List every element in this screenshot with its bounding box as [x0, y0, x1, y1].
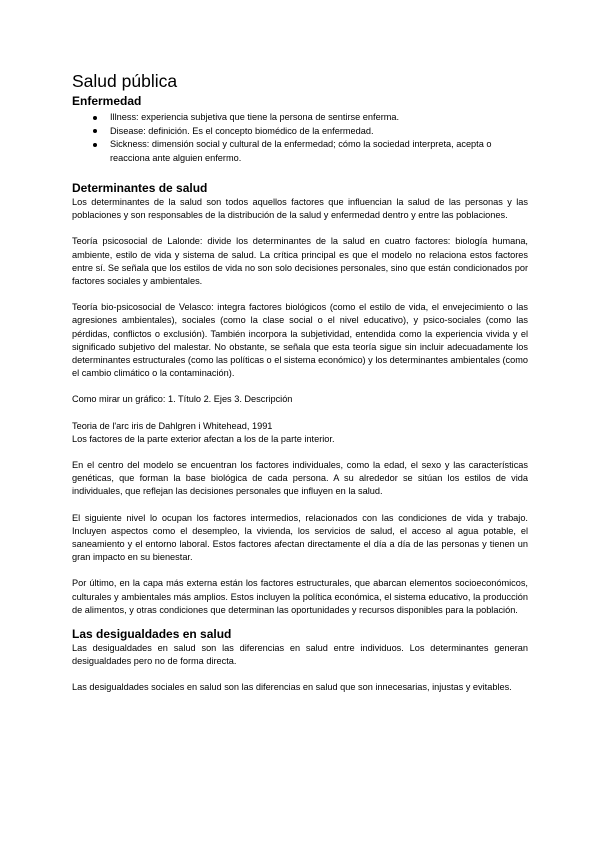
paragraph-desigualdades-2: Las desigualdades sociales en salud son las diferencias en salud que son innecesarias, injustas y evitables. [72, 682, 512, 693]
list-item: Illness: experiencia subjetiva que tiene la persona de sentirse enferma. [72, 111, 528, 125]
paragraph-determinantes-intro: Los determinantes de la salud son todos aquellos factores que influencian la salud de las personas y las poblaciones y son responsables de la distribución de la salud y enfermedad dentro y entre las poblaciones. [72, 197, 528, 221]
document-page [72, 70, 528, 695]
enfermedad-list [72, 111, 528, 165]
heading-determinantes: Determinantes de salud [72, 181, 208, 195]
heading-enfermedad: Enfermedad [72, 94, 142, 108]
paragraph-centro: En el centro del modelo se encuentran los factores individuales, como la edad, el sexo y las características genéticas, que forman la base biológica de cada persona. A su alrededor se sitúan los estilos de vida individuales, que reflejan las decisiones personales que influyen en la salud. [72, 460, 528, 497]
paragraph-grafico: Como mirar un gráfico: 1. Título 2. Ejes 3. Descripción [72, 394, 293, 405]
paragraph-ultimo: Por último, en la capa más externa están los factores estructurales, que abarcan elementos socioeconómicos, culturales y ambientales más amplios. Estos incluyen la política económica, el sistema educativo, la producción de alimentos, y otras condiciones que determinan las oportunidades y recursos disponibles para la población. [72, 578, 528, 615]
paragraph-desigualdades-1: Las desigualdades en salud son las diferencias en salud entre individuos. Los determinantes generan desigualdades pero no de forma directa. [72, 643, 528, 667]
paragraph-velasco: Teoría bio-psicosocial de Velasco: integra factores biológicos (como el estilo de vida, el envejecimiento o las agresiones ambientales), sociales (como la clase social o el nivel educativo), y psico-sociales (como las pérdidas, conflictos o exclusión). También incorpora la subjetividad, entendida como la experiencia vivida y el significado subjetivo del malestar. No obstante, se señala que esta teoría sigue sin incluir adecuadamente los determinantes estructurales (como las políticas o el sistema económico) y los determinantes ambientales (como el cambio climático o la contaminación). [72, 302, 529, 379]
page-title: Salud pública [72, 71, 178, 91]
heading-desigualdades: Las desigualdades en salud [72, 627, 232, 642]
dahlgren-subtitle: Los factores de la parte exterior afectan a los de la parte interior. [72, 433, 335, 444]
dahlgren-title: Teoria de l'arc iris de Dahlgren i Whitehead, 1991 [72, 420, 273, 431]
paragraph-lalonde: Teoría psicosocial de Lalonde: divide los determinantes de la salud en cuatro factores: biología humana, ambiente, estilo de vida y sistema de salud. La crítica principal es que el modelo no relaciona estos factores entre sí. Se señala que los estilos de vida no son solo decisiones personales, sino que están condicionados por factores sociales y ambientales. [72, 236, 528, 287]
list-item: Disease: definición. Es el concepto biomédico de la enfermedad. [72, 125, 528, 139]
list-item: Sickness: dimensión social y cultural de la enfermedad; cómo la sociedad interpreta, acepta o reacciona ante alguien enfermo. [72, 138, 528, 165]
paragraph-nivel: El siguiente nivel lo ocupan los factores intermedios, relacionados con las condiciones de vida y trabajo. Incluyen aspectos como el desempleo, la vivienda, los servicios de salud, el acceso al agua potable, el saneamiento y el entorno laboral. Estos factores afectan directamente el día a día de las personas y tienen un gran impacto en su bienestar. [72, 512, 528, 563]
